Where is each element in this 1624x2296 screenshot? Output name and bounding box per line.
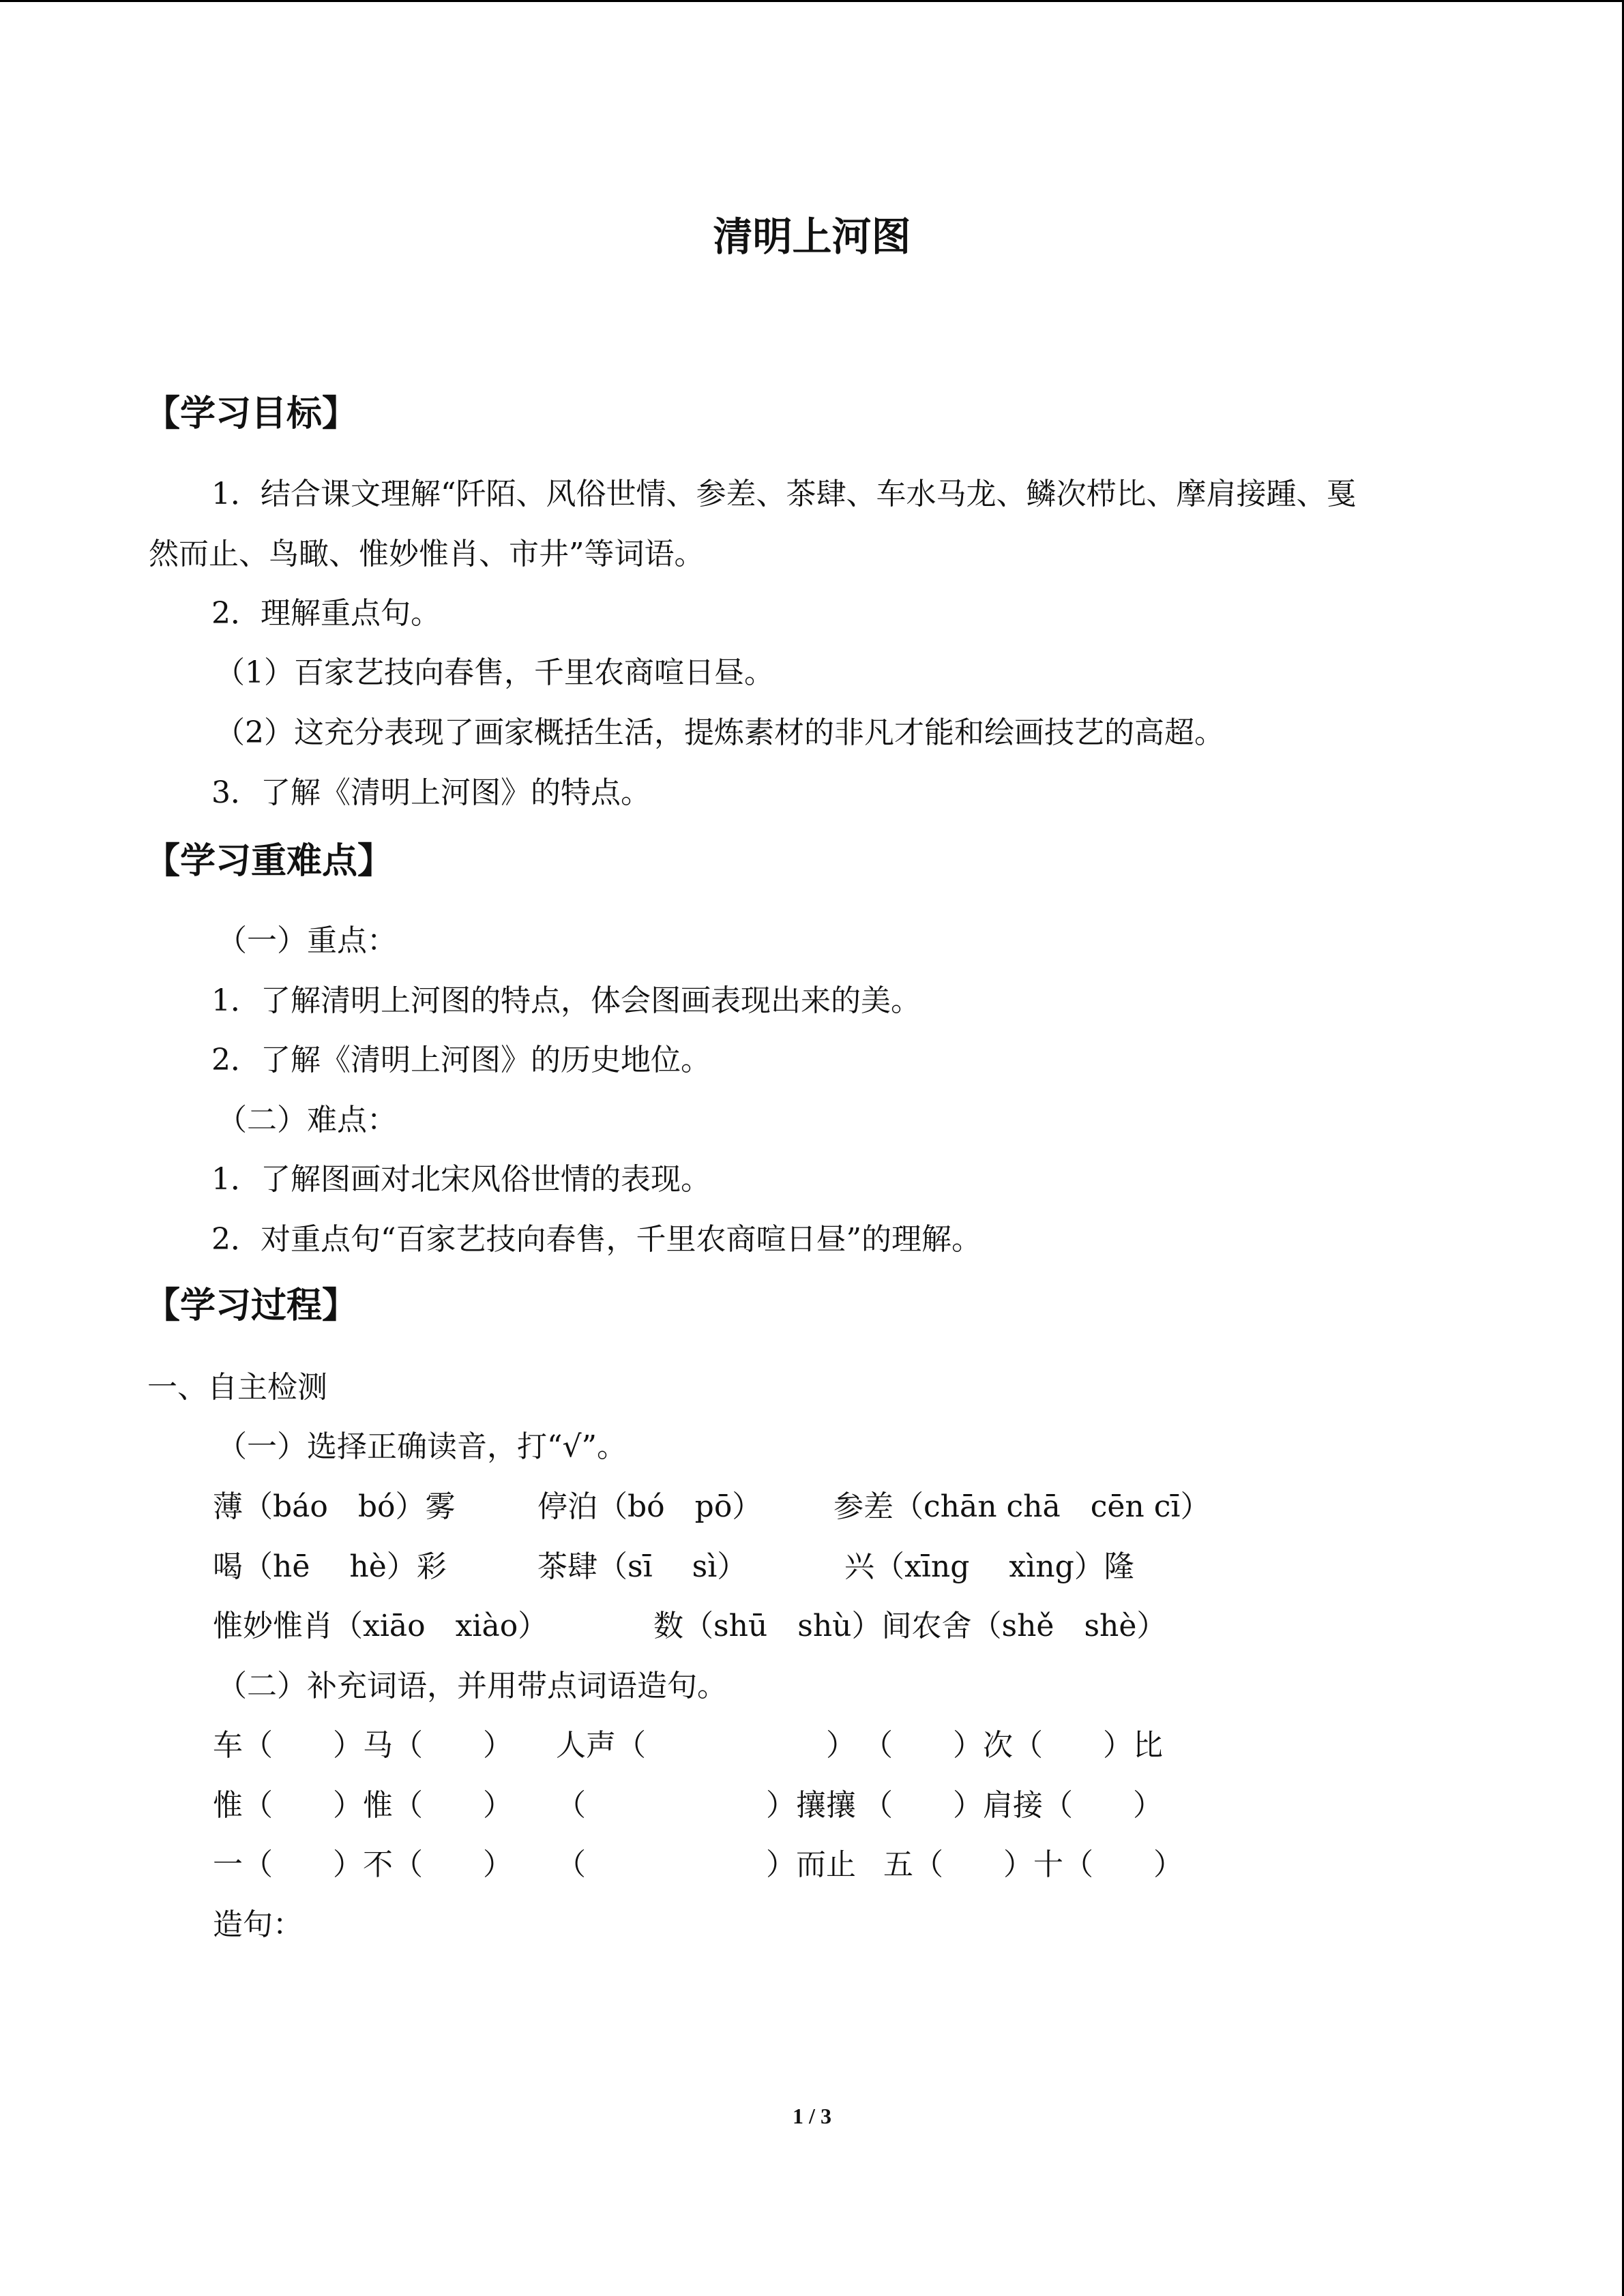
- fill-blank-item: （ ）攘攘: [556, 1788, 856, 1823]
- objective-item-2: 2．理解重点句。: [211, 596, 441, 631]
- pinyin-choice-item: 喝（hē hè）彩: [213, 1549, 447, 1584]
- key-points-group-2-label: （二）难点：: [217, 1103, 397, 1137]
- key-points-group-1-item-1: 1．了解清明上河图的特点，体会图画表现出来的美。: [211, 983, 921, 1018]
- word-completion-question-label: （二）补充词语，并用带点词语造句。: [217, 1669, 727, 1703]
- key-points-group-2-item-2: 2．对重点句“百家艺技向春售，千里农商喧日昼”的理解。: [211, 1222, 981, 1257]
- page-title: 清明上河图: [713, 213, 911, 260]
- objective-item-2-sub-1: （1）百家艺技向春售，千里农商喧日昼。: [215, 655, 774, 690]
- fill-blank-item: 惟（ ）惟（ ）: [213, 1788, 513, 1823]
- pinyin-choice-item: 兴（xīng xìng）隆: [844, 1549, 1134, 1584]
- objective-item-1-line-2: 然而止、鸟瞰、惟妙惟肖、市井”等词语。: [149, 537, 705, 571]
- fill-blank-item: 一（ ）不（ ）: [213, 1847, 513, 1882]
- pinyin-choice-item: 惟妙惟肖（xiāo xiào）: [213, 1609, 548, 1643]
- process-part-1-title: 一、自主检测: [147, 1370, 327, 1405]
- fill-blank-item: 人声（ ）: [556, 1728, 856, 1763]
- pinyin-choice-item: 薄（báo bó）雾: [213, 1489, 456, 1524]
- section-heading-key-points: 【学习重难点】: [145, 841, 394, 882]
- key-points-group-1-label: （一）重点：: [217, 923, 397, 958]
- top-border: [0, 0, 1624, 2]
- objective-item-3: 3．了解《清明上河图》的特点。: [211, 775, 651, 810]
- section-heading-objectives: 【学习目标】: [145, 393, 358, 434]
- fill-blank-item: 五（ ）十（ ）: [883, 1847, 1183, 1882]
- fill-blank-item: 车（ ）马（ ）: [213, 1728, 513, 1763]
- fill-blank-item: （ ）肩接（ ）: [863, 1788, 1163, 1823]
- pinyin-choice-item: 数（shū shù）间农舍（shě shè）: [653, 1609, 1167, 1643]
- pinyin-choice-item: 茶肆（sī sì）: [537, 1549, 748, 1584]
- pronunciation-question-label: （一）选择正确读音，打“√”。: [217, 1429, 628, 1464]
- objective-item-1-line-1: 1．结合课文理解“阡陌、风俗世情、参差、茶肆、车水马龙、鳞次栉比、摩肩接踵、戛: [211, 477, 1357, 511]
- page-number: 1 / 3: [793, 2104, 831, 2128]
- fill-blank-item: （ ）次（ ）比: [863, 1728, 1163, 1763]
- objective-item-2-sub-2: （2）这充分表现了画家概括生活，提炼素材的非凡才能和绘画技艺的高超。: [215, 715, 1224, 750]
- sentence-making-label: 造句：: [213, 1907, 303, 1942]
- pinyin-choice-item: 参差（chān chā cēn cī）: [833, 1489, 1211, 1524]
- section-heading-process: 【学习过程】: [145, 1285, 358, 1326]
- key-points-group-1-item-2: 2．了解《清明上河图》的历史地位。: [211, 1043, 711, 1077]
- key-points-group-2-item-1: 1．了解图画对北宋风俗世情的表现。: [211, 1162, 711, 1197]
- pinyin-choice-item: 停泊（bó pō）: [537, 1489, 763, 1524]
- fill-blank-item: （ ）而止: [556, 1847, 856, 1882]
